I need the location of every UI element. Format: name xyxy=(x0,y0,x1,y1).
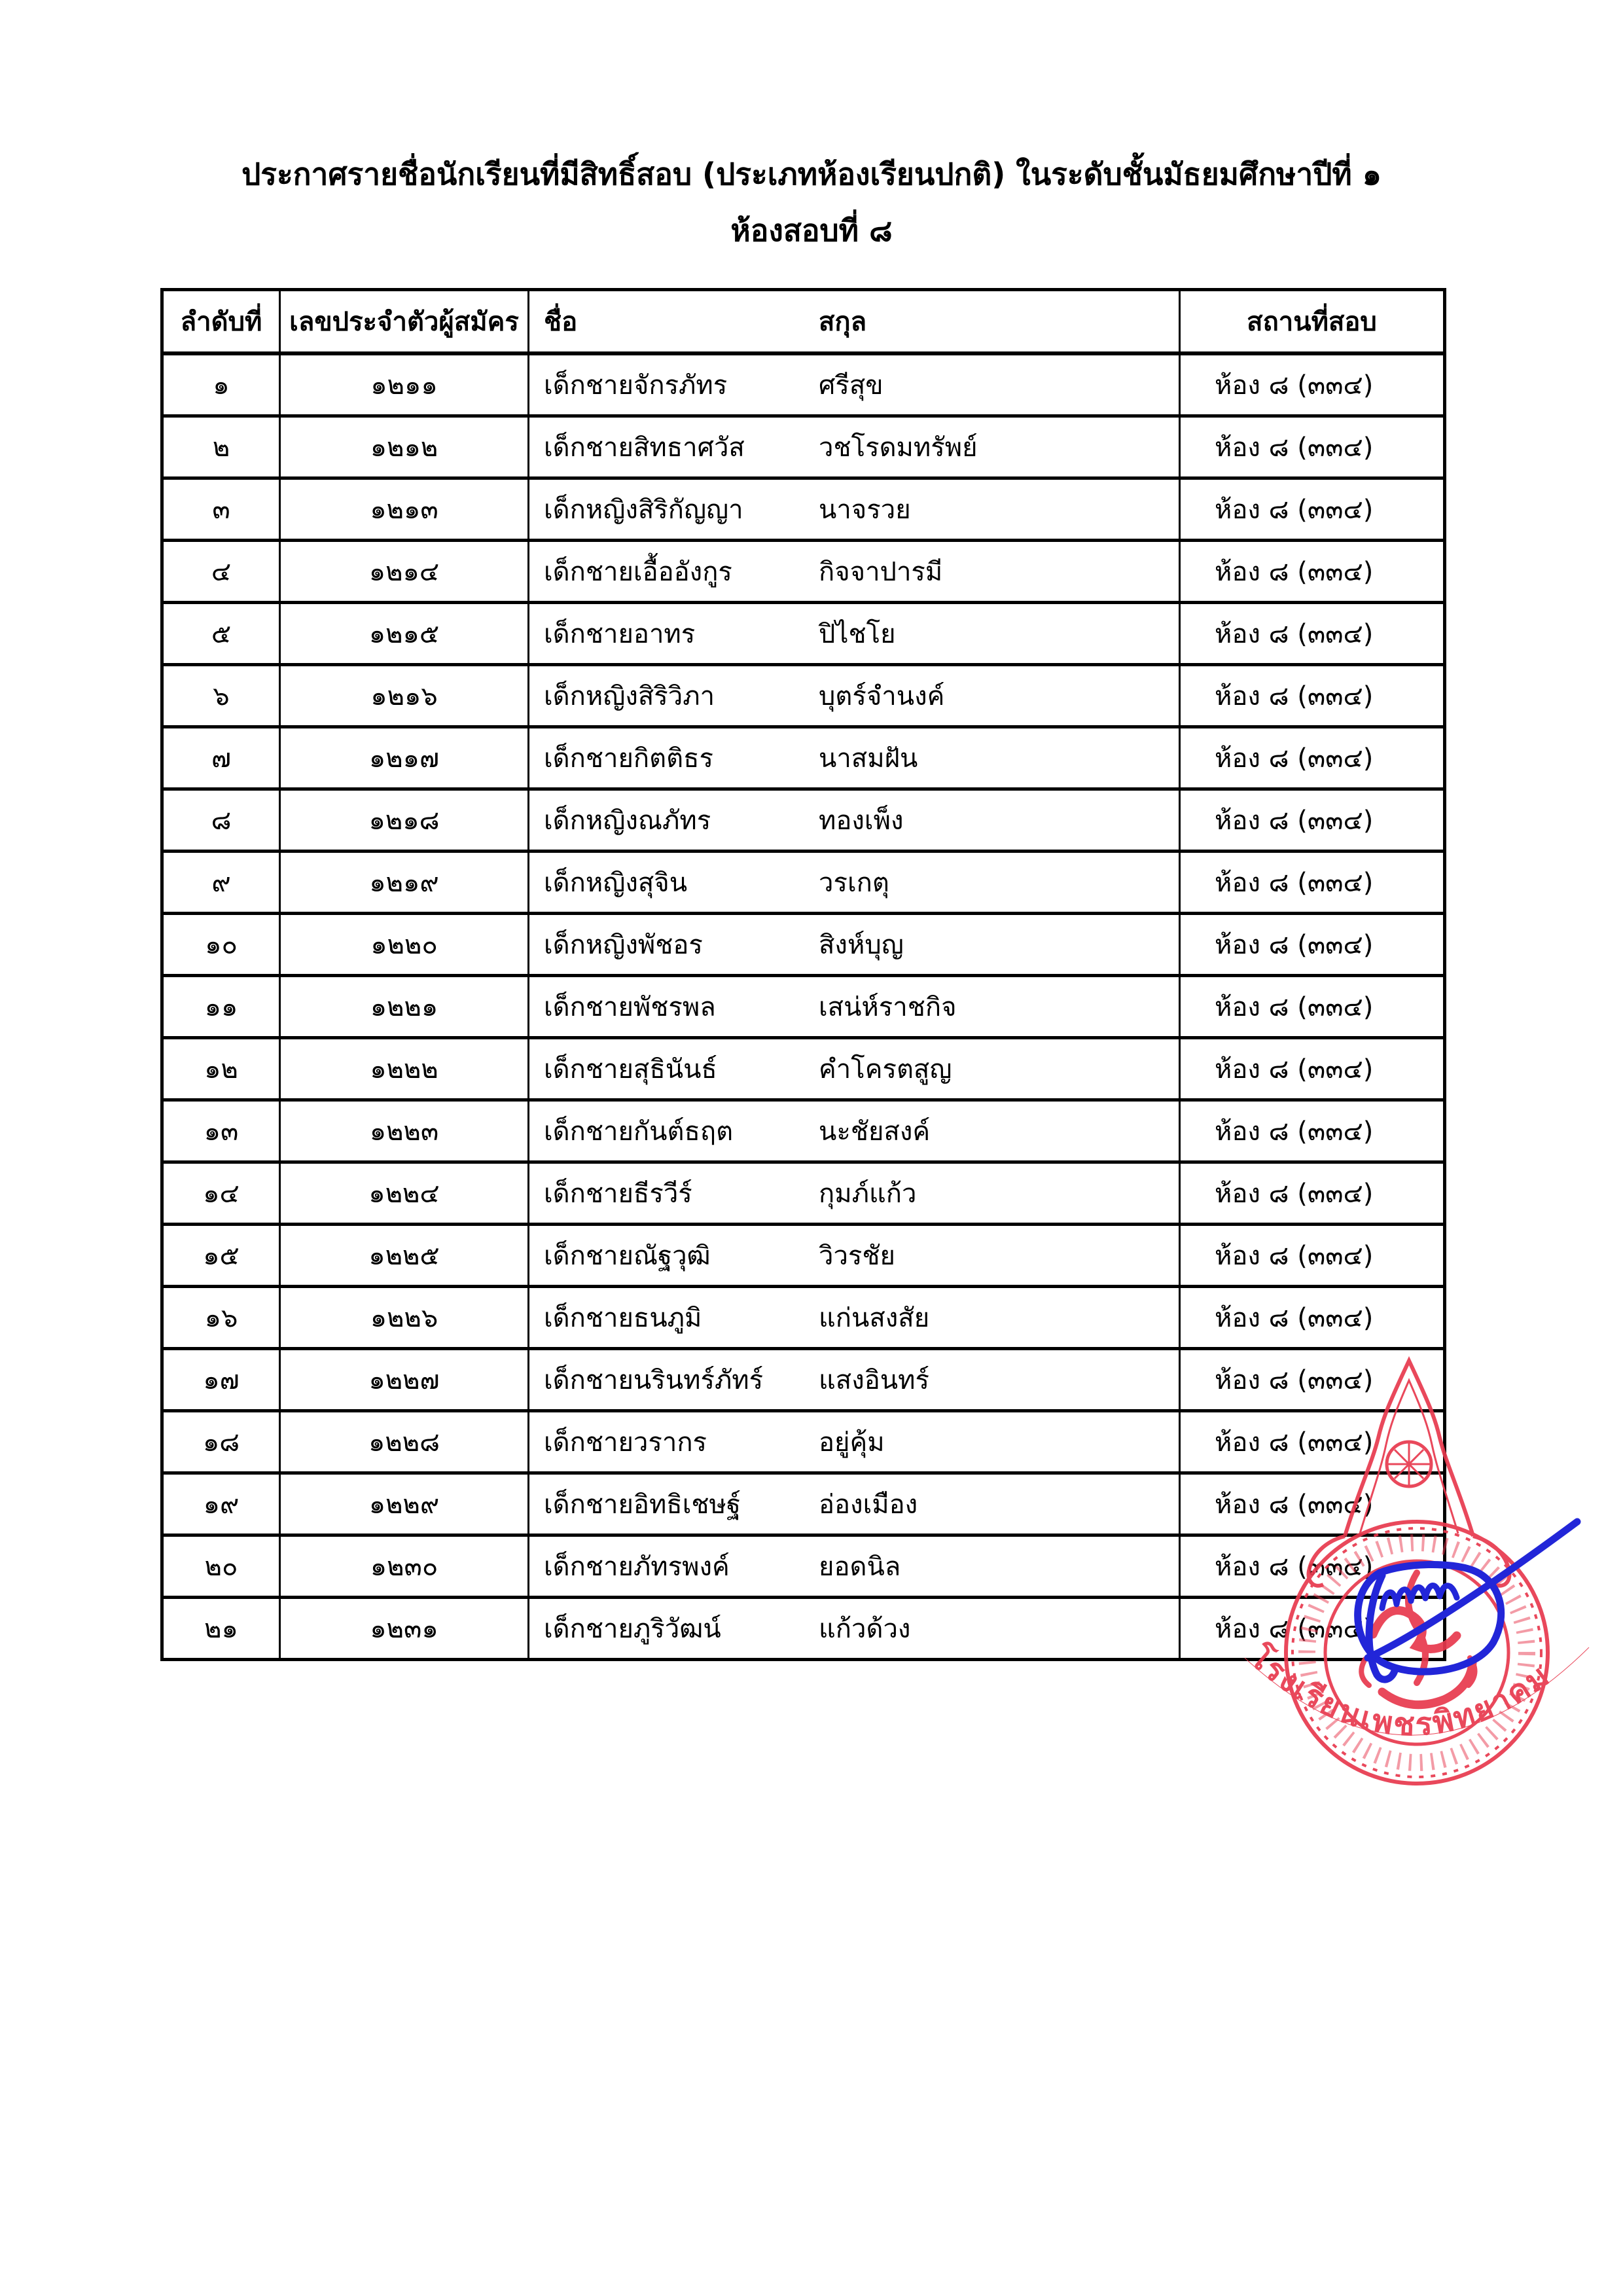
cell-exam-location: ห้อง ๘ (๓๓๔) xyxy=(1180,1162,1445,1225)
cell-applicant-id: ๑๒๑๖ xyxy=(280,665,529,727)
first-name: เด็กชายธนภูมิ xyxy=(544,1303,702,1333)
cell-name xyxy=(529,1225,1180,1287)
cell-exam-location: ห้อง ๘ (๓๓๔) xyxy=(1180,416,1445,478)
cell-name xyxy=(529,1162,1180,1225)
cell-no: ๑๖ xyxy=(162,1287,280,1349)
cell-name xyxy=(529,353,1180,416)
seal-left-volute xyxy=(1309,1536,1345,1586)
first-name: เด็กชายณัฐวุฒิ xyxy=(544,1241,711,1271)
cell-no: ๔ xyxy=(162,541,280,603)
red-seal-emblem xyxy=(1242,1361,1589,1784)
cell-name xyxy=(529,541,1180,603)
page-subtitle: ห้องสอบที่ ๘ xyxy=(730,213,893,248)
cell-exam-location: ห้อง ๘ (๓๓๔) xyxy=(1180,976,1445,1038)
cell-applicant-id: ๑๒๒๙ xyxy=(280,1473,529,1535)
cell-exam-location: ห้อง ๘ (๓๓๔) xyxy=(1180,1535,1445,1598)
cell-applicant-id: ๑๒๑๒ xyxy=(280,416,529,478)
cell-exam-location: ห้อง ๘ (๓๓๔) xyxy=(1180,852,1445,914)
cell-exam-location: ห้อง ๘ (๓๓๔) xyxy=(1180,1225,1445,1287)
cell-name xyxy=(529,727,1180,789)
cell-name xyxy=(529,603,1180,665)
last-name: แก้วด้วง xyxy=(819,1614,911,1644)
cell-exam-location: ห้อง ๘ (๓๓๔) xyxy=(1180,789,1445,852)
cell-no: ๑๔ xyxy=(162,1162,280,1225)
table-row xyxy=(162,1038,1445,1100)
cell-no: ๑๒ xyxy=(162,1038,280,1100)
cell-exam-location: ห้อง ๘ (๓๓๔) xyxy=(1180,665,1445,727)
first-name: เด็กชายอิทธิเชษฐ์ xyxy=(544,1490,741,1520)
cell-exam-location: ห้อง ๘ (๓๓๔) xyxy=(1180,1100,1445,1162)
last-name: แสงอินทร์ xyxy=(819,1365,929,1395)
cell-applicant-id: ๑๒๒๓ xyxy=(280,1100,529,1162)
last-name: วชโรดมทรัพย์ xyxy=(819,433,978,463)
cell-no: ๑๑ xyxy=(162,976,280,1038)
table-header xyxy=(162,290,1445,354)
cell-no: ๑๘ xyxy=(162,1411,280,1473)
first-name: เด็กหญิงณภัทร xyxy=(544,806,711,836)
page-title: ประกาศรายชื่อนักเรียนที่มีสิทธิ์สอบ (ประเภทห้องเรียนปกติ) ในระดับชั้นมัธยมศึกษาปีที่ ๑ xyxy=(241,156,1382,192)
cell-exam-location: ห้อง ๘ (๓๓๔) xyxy=(1180,1598,1445,1660)
last-name: ทองเพ็ง xyxy=(819,806,904,836)
table-row xyxy=(162,1287,1445,1349)
cell-exam-location: ห้อง ๘ (๓๓๔) xyxy=(1180,603,1445,665)
table-row xyxy=(162,1100,1445,1162)
cell-no: ๒ xyxy=(162,416,280,478)
header-applicant-id: เลขประจำตัวผู้สมัคร xyxy=(280,290,529,354)
table-row xyxy=(162,416,1445,478)
header-no: ลำดับที่ xyxy=(162,290,280,354)
cell-no: ๑๗ xyxy=(162,1349,280,1411)
cell-exam-location: ห้อง ๘ (๓๓๔) xyxy=(1180,478,1445,541)
cell-name xyxy=(529,665,1180,727)
first-name: เด็กชายสุธินันธ์ xyxy=(544,1054,717,1085)
header-name xyxy=(529,290,1180,354)
cell-exam-location: ห้อง ๘ (๓๓๔) xyxy=(1180,353,1445,416)
cell-exam-location: ห้อง ๘ (๓๓๔) xyxy=(1180,1349,1445,1411)
cell-no: ๒๐ xyxy=(162,1535,280,1598)
cell-exam-location: ห้อง ๘ (๓๓๔) xyxy=(1180,541,1445,603)
cell-no: ๑ xyxy=(162,353,280,416)
last-name: เสน่ห์ราชกิจ xyxy=(819,992,957,1022)
cell-no: ๑๙ xyxy=(162,1473,280,1535)
cell-name xyxy=(529,1598,1180,1660)
cell-name xyxy=(529,478,1180,541)
first-name: เด็กชายอาทร xyxy=(544,619,696,649)
signature-scribble xyxy=(1382,1585,1457,1608)
cell-applicant-id: ๑๒๒๗ xyxy=(280,1349,529,1411)
last-name: อยู่คุ้ม xyxy=(819,1427,885,1458)
cell-applicant-id: ๑๒๒๑ xyxy=(280,976,529,1038)
cell-no: ๙ xyxy=(162,852,280,914)
cell-no: ๘ xyxy=(162,789,280,852)
cell-no: ๑๓ xyxy=(162,1100,280,1162)
table-row xyxy=(162,541,1445,603)
header-last-name: สกุล xyxy=(819,307,867,337)
last-name: ยอดนิล xyxy=(819,1552,901,1582)
last-name: อ่องเมือง xyxy=(819,1490,918,1520)
cell-applicant-id: ๑๒๑๔ xyxy=(280,541,529,603)
table-row xyxy=(162,852,1445,914)
last-name: ศรีสุข xyxy=(819,370,883,401)
cell-applicant-id: ๑๒๑๓ xyxy=(280,478,529,541)
cell-applicant-id: ๑๒๓๐ xyxy=(280,1535,529,1598)
first-name: เด็กชายภัทรพงค์ xyxy=(544,1552,730,1582)
last-name: วิวรชัย xyxy=(819,1241,895,1271)
first-name: เด็กหญิงสิริวิภา xyxy=(544,681,715,711)
last-name: บุตร์จำนงค์ xyxy=(819,681,945,711)
cell-applicant-id: ๑๒๓๑ xyxy=(280,1598,529,1660)
header-exam-location: สถานที่สอบ xyxy=(1180,290,1445,354)
first-name: เด็กหญิงสิริกัญญา xyxy=(544,495,743,525)
first-name: เด็กชายพัชรพล xyxy=(544,992,716,1022)
cell-name xyxy=(529,1535,1180,1598)
first-name: เด็กชายกันต์ธฤต xyxy=(544,1117,734,1147)
cell-no: ๑๐ xyxy=(162,914,280,976)
cell-no: ๗ xyxy=(162,727,280,789)
table-row xyxy=(162,353,1445,416)
last-name: นาจรวย xyxy=(819,495,911,525)
cell-name xyxy=(529,1038,1180,1100)
cell-applicant-id: ๑๒๑๙ xyxy=(280,852,529,914)
cell-applicant-id: ๑๒๒๖ xyxy=(280,1287,529,1349)
table-row xyxy=(162,1162,1445,1225)
cell-exam-location: ห้อง ๘ (๓๓๔) xyxy=(1180,727,1445,789)
first-name: เด็กชายนรินทร์ภัทร์ xyxy=(544,1365,764,1395)
table-row xyxy=(162,603,1445,665)
cell-name xyxy=(529,1100,1180,1162)
cell-exam-location: ห้อง ๘ (๓๓๔) xyxy=(1180,1473,1445,1535)
cell-name xyxy=(529,1411,1180,1473)
last-name: แก่นสงสัย xyxy=(819,1303,930,1333)
cell-name xyxy=(529,914,1180,976)
cell-no: ๒๑ xyxy=(162,1598,280,1660)
last-name: สิงห์บุญ xyxy=(819,930,904,960)
cell-name xyxy=(529,1473,1180,1535)
header-first-name: ชื่อ xyxy=(544,307,578,337)
school-seal-stamp xyxy=(1211,1352,1623,1849)
first-name: เด็กหญิงสุจิน xyxy=(544,868,688,898)
first-name: เด็กชายภูริวัฒน์ xyxy=(544,1614,721,1644)
cell-applicant-id: ๑๒๒๘ xyxy=(280,1411,529,1473)
cell-no: ๖ xyxy=(162,665,280,727)
last-name: คำโครตสูญ xyxy=(819,1054,952,1085)
cell-name xyxy=(529,1287,1180,1349)
cell-no: ๕ xyxy=(162,603,280,665)
table-row xyxy=(162,789,1445,852)
cell-name xyxy=(529,852,1180,914)
cell-name xyxy=(529,789,1180,852)
table-row xyxy=(162,727,1445,789)
last-name: นะชัยสงค์ xyxy=(819,1117,931,1147)
table-row xyxy=(162,478,1445,541)
cell-name xyxy=(529,416,1180,478)
cell-no: ๓ xyxy=(162,478,280,541)
first-name: เด็กชายเอื้ออังกูร xyxy=(544,557,732,587)
school-name-curved-text: โรงเรียนเพชรพิทยาคม xyxy=(1242,1639,1558,1744)
first-name: เด็กชายจักรภัทร xyxy=(544,370,728,401)
cell-name xyxy=(529,1349,1180,1411)
cell-applicant-id: ๑๒๒๕ xyxy=(280,1225,529,1287)
cell-applicant-id: ๑๒๑๑ xyxy=(280,353,529,416)
table-row xyxy=(162,665,1445,727)
cell-no: ๑๕ xyxy=(162,1225,280,1287)
cell-name xyxy=(529,976,1180,1038)
cell-applicant-id: ๑๒๒๐ xyxy=(280,914,529,976)
first-name: เด็กชายธีรวีร์ xyxy=(544,1179,692,1209)
header-row xyxy=(162,290,1445,354)
last-name: กิจจาปารมี xyxy=(819,557,943,587)
last-name: วรเกตุ xyxy=(819,868,889,898)
last-name: ปิไชโย xyxy=(819,619,896,649)
first-name: เด็กชายกิตติธร xyxy=(544,744,713,774)
cell-applicant-id: ๑๒๑๕ xyxy=(280,603,529,665)
cell-exam-location: ห้อง ๘ (๓๓๔) xyxy=(1180,914,1445,976)
table-row xyxy=(162,1225,1445,1287)
cell-applicant-id: ๑๒๒๔ xyxy=(280,1162,529,1225)
first-name: เด็กหญิงพัชอร xyxy=(544,930,703,960)
first-name: เด็กชายวรากร xyxy=(544,1427,707,1458)
cell-applicant-id: ๑๒๑๗ xyxy=(280,727,529,789)
cell-exam-location: ห้อง ๘ (๓๓๔) xyxy=(1180,1038,1445,1100)
table-row xyxy=(162,976,1445,1038)
cell-exam-location: ห้อง ๘ (๓๓๔) xyxy=(1180,1411,1445,1473)
cell-applicant-id: ๑๒๑๘ xyxy=(280,789,529,852)
cell-applicant-id: ๑๒๒๒ xyxy=(280,1038,529,1100)
last-name: กุมภ์แก้ว xyxy=(819,1179,917,1209)
last-name: นาสมฝัน xyxy=(819,744,918,774)
first-name: เด็กชายสิทธาศวัส xyxy=(544,433,745,463)
table-row xyxy=(162,914,1445,976)
cell-exam-location: ห้อง ๘ (๓๓๔) xyxy=(1180,1287,1445,1349)
